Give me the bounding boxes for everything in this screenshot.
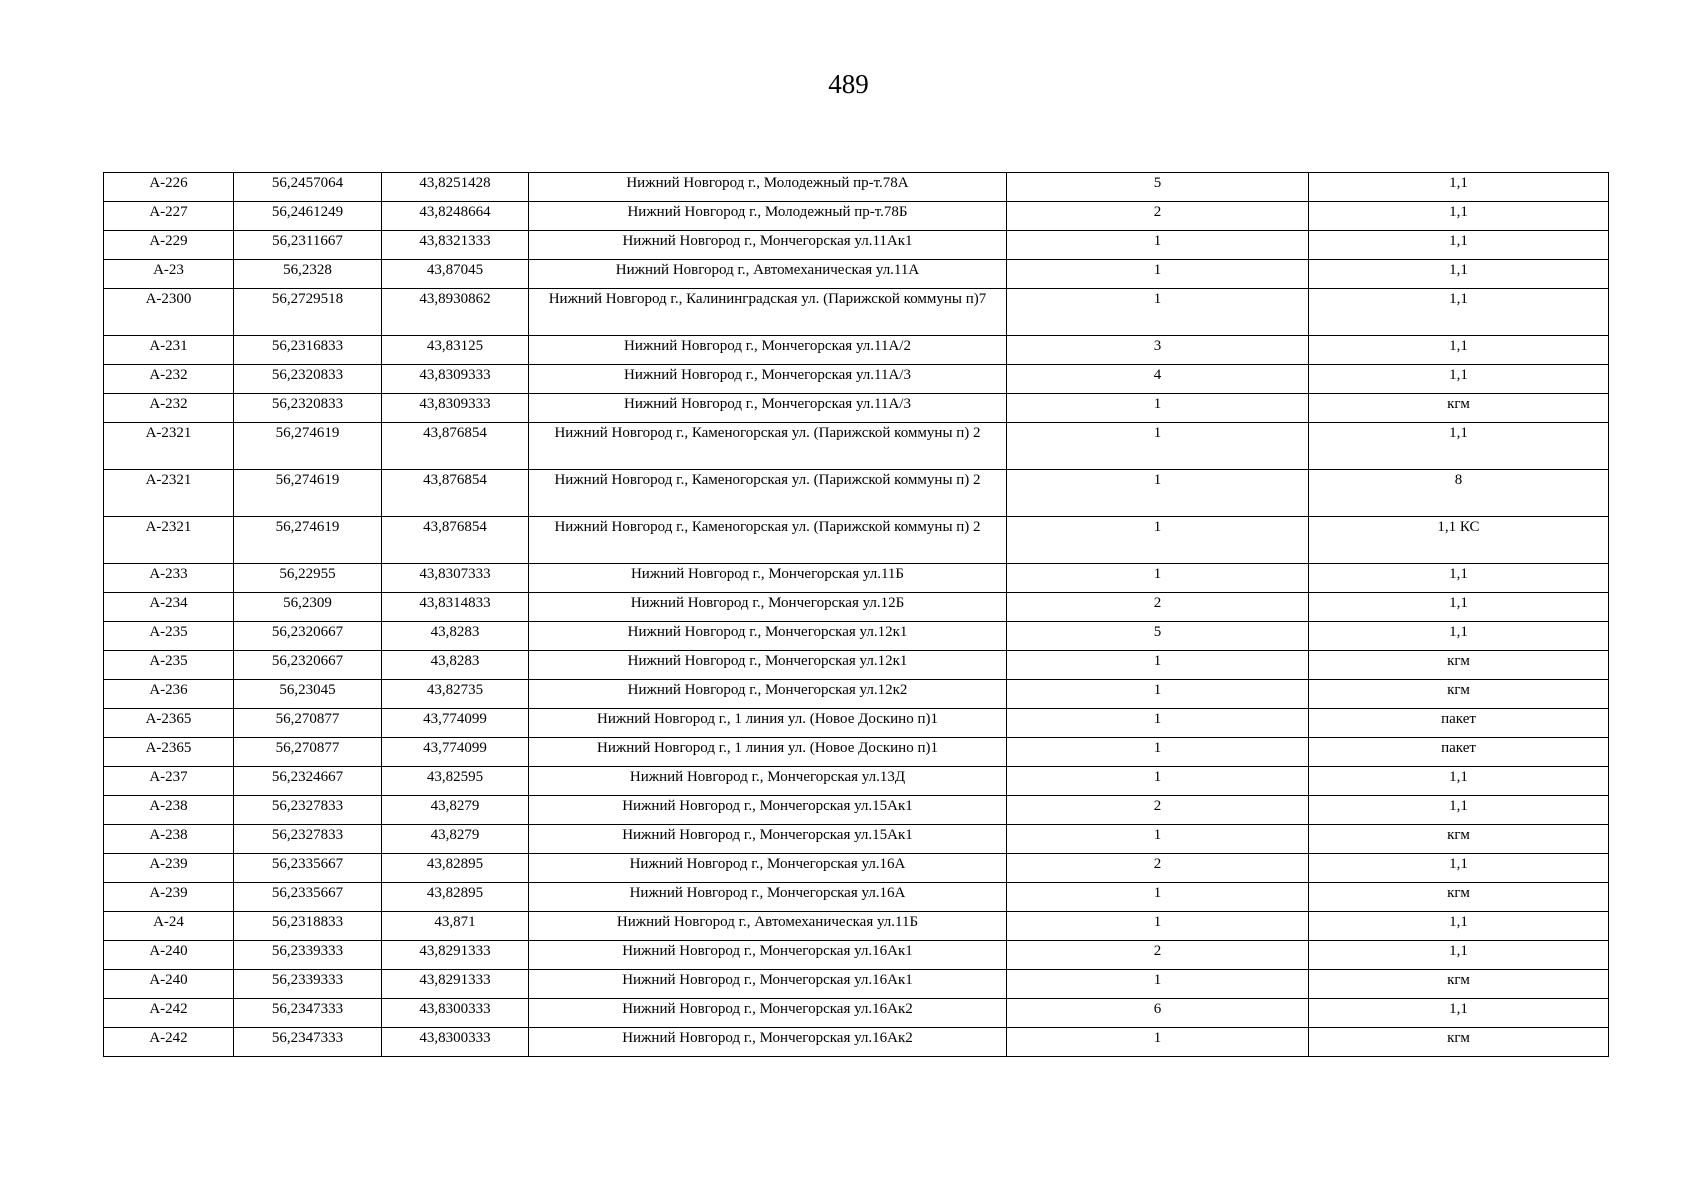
cell-longitude: 43,876854 — [382, 423, 529, 470]
cell-longitude: 43,8321333 — [382, 231, 529, 260]
cell-address: Нижний Новгород г., Мончегорская ул.11А/2 — [529, 336, 1007, 365]
cell-type: 1,1 — [1309, 289, 1609, 336]
cell-longitude: 43,82895 — [382, 883, 529, 912]
table-row — [104, 941, 1609, 970]
cell-latitude: 56,2335667 — [234, 883, 382, 912]
cell-type: кгм — [1309, 651, 1609, 680]
cell-longitude: 43,774099 — [382, 709, 529, 738]
cell-type: 1,1 — [1309, 941, 1609, 970]
cell-longitude: 43,876854 — [382, 470, 529, 517]
cell-type: пакет — [1309, 738, 1609, 767]
cell-id: А-2321 — [104, 423, 234, 470]
cell-count: 5 — [1007, 173, 1309, 202]
cell-count: 1 — [1007, 289, 1309, 336]
cell-count: 1 — [1007, 709, 1309, 738]
cell-latitude: 56,2318833 — [234, 912, 382, 941]
cell-type: 1,1 — [1309, 912, 1609, 941]
cell-type: 1,1 — [1309, 423, 1609, 470]
cell-count: 1 — [1007, 517, 1309, 564]
cell-count: 1 — [1007, 912, 1309, 941]
cell-address: Нижний Новгород г., 1 линия ул. (Новое Доскино п)1 — [529, 709, 1007, 738]
cell-type: 1,1 — [1309, 999, 1609, 1028]
table-row — [104, 1028, 1609, 1057]
cell-latitude: 56,2457064 — [234, 173, 382, 202]
cell-type: кгм — [1309, 970, 1609, 999]
cell-longitude: 43,876854 — [382, 517, 529, 564]
cell-type: кгм — [1309, 825, 1609, 854]
cell-count: 2 — [1007, 202, 1309, 231]
cell-count: 1 — [1007, 680, 1309, 709]
cell-id: А-235 — [104, 622, 234, 651]
cell-id: А-232 — [104, 394, 234, 423]
cell-type: 1,1 КС — [1309, 517, 1609, 564]
table-row — [104, 289, 1609, 336]
cell-latitude: 56,2320833 — [234, 394, 382, 423]
cell-address: Нижний Новгород г., Калининградская ул. (Парижской коммуны п)7 — [529, 289, 1007, 336]
cell-type: 1,1 — [1309, 767, 1609, 796]
cell-address: Нижний Новгород г., Мончегорская ул.16Ак2 — [529, 1028, 1007, 1057]
cell-id: А-233 — [104, 564, 234, 593]
cell-type: 8 — [1309, 470, 1609, 517]
cell-latitude: 56,2335667 — [234, 854, 382, 883]
cell-type: 1,1 — [1309, 336, 1609, 365]
cell-count: 1 — [1007, 423, 1309, 470]
table-row — [104, 999, 1609, 1028]
cell-address: Нижний Новгород г., Мончегорская ул.15Ак1 — [529, 796, 1007, 825]
cell-latitude: 56,2320667 — [234, 651, 382, 680]
cell-id: А-226 — [104, 173, 234, 202]
cell-type: кгм — [1309, 883, 1609, 912]
cell-count: 1 — [1007, 470, 1309, 517]
cell-latitude: 56,274619 — [234, 517, 382, 564]
cell-id: А-2321 — [104, 470, 234, 517]
page-number: 489 — [828, 69, 869, 99]
cell-address: Нижний Новгород г., Мончегорская ул.11А/3 — [529, 394, 1007, 423]
cell-type: 1,1 — [1309, 564, 1609, 593]
table-row — [104, 394, 1609, 423]
table-body — [104, 173, 1609, 1057]
cell-address: Нижний Новгород г., Каменогорская ул. (Парижской коммуны п) 2 — [529, 517, 1007, 564]
data-table — [103, 172, 1609, 1057]
cell-latitude: 56,2309 — [234, 593, 382, 622]
cell-id: А-232 — [104, 365, 234, 394]
cell-longitude: 43,82895 — [382, 854, 529, 883]
cell-address: Нижний Новгород г., Мончегорская ул.16Ак1 — [529, 941, 1007, 970]
table-row — [104, 622, 1609, 651]
table-row — [104, 336, 1609, 365]
cell-longitude: 43,8291333 — [382, 970, 529, 999]
cell-count: 2 — [1007, 796, 1309, 825]
cell-count: 3 — [1007, 336, 1309, 365]
cell-latitude: 56,22955 — [234, 564, 382, 593]
table-row — [104, 470, 1609, 517]
cell-type: 1,1 — [1309, 622, 1609, 651]
cell-count: 2 — [1007, 941, 1309, 970]
cell-id: А-240 — [104, 970, 234, 999]
table-row — [104, 260, 1609, 289]
cell-longitude: 43,8307333 — [382, 564, 529, 593]
cell-address: Нижний Новгород г., Мончегорская ул.11Ак1 — [529, 231, 1007, 260]
cell-latitude: 56,23045 — [234, 680, 382, 709]
cell-longitude: 43,8283 — [382, 622, 529, 651]
cell-address: Нижний Новгород г., Автомеханическая ул.11А — [529, 260, 1007, 289]
cell-id: А-2321 — [104, 517, 234, 564]
cell-address: Нижний Новгород г., Автомеханическая ул.11Б — [529, 912, 1007, 941]
cell-count: 1 — [1007, 231, 1309, 260]
table-row — [104, 825, 1609, 854]
table-row — [104, 854, 1609, 883]
cell-id: А-239 — [104, 883, 234, 912]
cell-count: 5 — [1007, 622, 1309, 651]
cell-latitude: 56,274619 — [234, 423, 382, 470]
cell-id: А-239 — [104, 854, 234, 883]
cell-longitude: 43,87045 — [382, 260, 529, 289]
cell-id: А-234 — [104, 593, 234, 622]
cell-address: Нижний Новгород г., Мончегорская ул.16А — [529, 854, 1007, 883]
cell-address: Нижний Новгород г., Молодежный пр-т.78А — [529, 173, 1007, 202]
cell-latitude: 56,2461249 — [234, 202, 382, 231]
cell-address: Нижний Новгород г., Мончегорская ул.12Б — [529, 593, 1007, 622]
table-row — [104, 202, 1609, 231]
table-row — [104, 796, 1609, 825]
cell-latitude: 56,274619 — [234, 470, 382, 517]
table-row — [104, 365, 1609, 394]
cell-id: А-240 — [104, 941, 234, 970]
cell-longitude: 43,8291333 — [382, 941, 529, 970]
cell-count: 1 — [1007, 394, 1309, 423]
cell-id: А-242 — [104, 999, 234, 1028]
cell-count: 1 — [1007, 651, 1309, 680]
cell-address: Нижний Новгород г., Каменогорская ул. (Парижской коммуны п) 2 — [529, 470, 1007, 517]
cell-latitude: 56,2320833 — [234, 365, 382, 394]
cell-latitude: 56,2328 — [234, 260, 382, 289]
cell-longitude: 43,8300333 — [382, 1028, 529, 1057]
cell-count: 1 — [1007, 738, 1309, 767]
table-row — [104, 970, 1609, 999]
cell-id: А-229 — [104, 231, 234, 260]
table-row — [104, 912, 1609, 941]
cell-longitude: 43,8279 — [382, 825, 529, 854]
cell-id: А-231 — [104, 336, 234, 365]
cell-latitude: 56,2729518 — [234, 289, 382, 336]
cell-latitude: 56,2339333 — [234, 970, 382, 999]
cell-count: 2 — [1007, 854, 1309, 883]
cell-id: А-24 — [104, 912, 234, 941]
table-row — [104, 593, 1609, 622]
table-row — [104, 651, 1609, 680]
cell-latitude: 56,2347333 — [234, 999, 382, 1028]
cell-longitude: 43,82735 — [382, 680, 529, 709]
table-row — [104, 709, 1609, 738]
cell-id: А-238 — [104, 796, 234, 825]
cell-address: Нижний Новгород г., Молодежный пр-т.78Б — [529, 202, 1007, 231]
cell-id: А-227 — [104, 202, 234, 231]
cell-type: пакет — [1309, 709, 1609, 738]
cell-longitude: 43,8314833 — [382, 593, 529, 622]
cell-id: А-235 — [104, 651, 234, 680]
cell-address: Нижний Новгород г., Мончегорская ул.12к1 — [529, 622, 1007, 651]
cell-id: А-2300 — [104, 289, 234, 336]
cell-count: 6 — [1007, 999, 1309, 1028]
cell-type: 1,1 — [1309, 854, 1609, 883]
cell-type: 1,1 — [1309, 202, 1609, 231]
cell-address: Нижний Новгород г., Мончегорская ул.11А/3 — [529, 365, 1007, 394]
table-row — [104, 738, 1609, 767]
cell-longitude: 43,8283 — [382, 651, 529, 680]
cell-count: 1 — [1007, 883, 1309, 912]
cell-longitude: 43,8930862 — [382, 289, 529, 336]
cell-longitude: 43,82595 — [382, 767, 529, 796]
cell-address: Нижний Новгород г., Мончегорская ул.11Б — [529, 564, 1007, 593]
cell-count: 1 — [1007, 825, 1309, 854]
table-row — [104, 564, 1609, 593]
cell-longitude: 43,8251428 — [382, 173, 529, 202]
cell-id: А-238 — [104, 825, 234, 854]
table-row — [104, 231, 1609, 260]
cell-address: Нижний Новгород г., Мончегорская ул.13Д — [529, 767, 1007, 796]
table-row — [104, 680, 1609, 709]
cell-latitude: 56,270877 — [234, 709, 382, 738]
cell-latitude: 56,2347333 — [234, 1028, 382, 1057]
cell-longitude: 43,8300333 — [382, 999, 529, 1028]
cell-address: Нижний Новгород г., 1 линия ул. (Новое Доскино п)1 — [529, 738, 1007, 767]
cell-address: Нижний Новгород г., Мончегорская ул.16А — [529, 883, 1007, 912]
cell-longitude: 43,8309333 — [382, 365, 529, 394]
cell-id: А-23 — [104, 260, 234, 289]
cell-count: 1 — [1007, 1028, 1309, 1057]
cell-latitude: 56,2316833 — [234, 336, 382, 365]
table-row — [104, 883, 1609, 912]
cell-type: кгм — [1309, 680, 1609, 709]
cell-longitude: 43,8279 — [382, 796, 529, 825]
cell-id: А-2365 — [104, 738, 234, 767]
cell-longitude: 43,871 — [382, 912, 529, 941]
cell-latitude: 56,2324667 — [234, 767, 382, 796]
cell-id: А-237 — [104, 767, 234, 796]
cell-latitude: 56,2339333 — [234, 941, 382, 970]
table-row — [104, 767, 1609, 796]
table-row — [104, 423, 1609, 470]
cell-type: кгм — [1309, 1028, 1609, 1057]
cell-latitude: 56,2327833 — [234, 825, 382, 854]
cell-id: А-236 — [104, 680, 234, 709]
cell-count: 2 — [1007, 593, 1309, 622]
cell-type: 1,1 — [1309, 231, 1609, 260]
cell-latitude: 56,270877 — [234, 738, 382, 767]
cell-latitude: 56,2327833 — [234, 796, 382, 825]
cell-type: 1,1 — [1309, 260, 1609, 289]
cell-type: 1,1 — [1309, 365, 1609, 394]
cell-address: Нижний Новгород г., Мончегорская ул.15Ак1 — [529, 825, 1007, 854]
cell-id: А-242 — [104, 1028, 234, 1057]
table-row — [104, 173, 1609, 202]
cell-address: Нижний Новгород г., Мончегорская ул.16Ак1 — [529, 970, 1007, 999]
cell-address: Нижний Новгород г., Мончегорская ул.16Ак2 — [529, 999, 1007, 1028]
cell-count: 1 — [1007, 564, 1309, 593]
cell-latitude: 56,2320667 — [234, 622, 382, 651]
table-row — [104, 517, 1609, 564]
cell-longitude: 43,774099 — [382, 738, 529, 767]
cell-count: 4 — [1007, 365, 1309, 394]
cell-address: Нижний Новгород г., Мончегорская ул.12к1 — [529, 651, 1007, 680]
cell-type: 1,1 — [1309, 593, 1609, 622]
cell-count: 1 — [1007, 260, 1309, 289]
cell-type: 1,1 — [1309, 796, 1609, 825]
cell-count: 1 — [1007, 767, 1309, 796]
cell-longitude: 43,83125 — [382, 336, 529, 365]
cell-id: А-2365 — [104, 709, 234, 738]
cell-count: 1 — [1007, 970, 1309, 999]
cell-longitude: 43,8248664 — [382, 202, 529, 231]
cell-type: 1,1 — [1309, 173, 1609, 202]
cell-latitude: 56,2311667 — [234, 231, 382, 260]
cell-type: кгм — [1309, 394, 1609, 423]
cell-longitude: 43,8309333 — [382, 394, 529, 423]
cell-address: Нижний Новгород г., Каменогорская ул. (Парижской коммуны п) 2 — [529, 423, 1007, 470]
cell-address: Нижний Новгород г., Мончегорская ул.12к2 — [529, 680, 1007, 709]
